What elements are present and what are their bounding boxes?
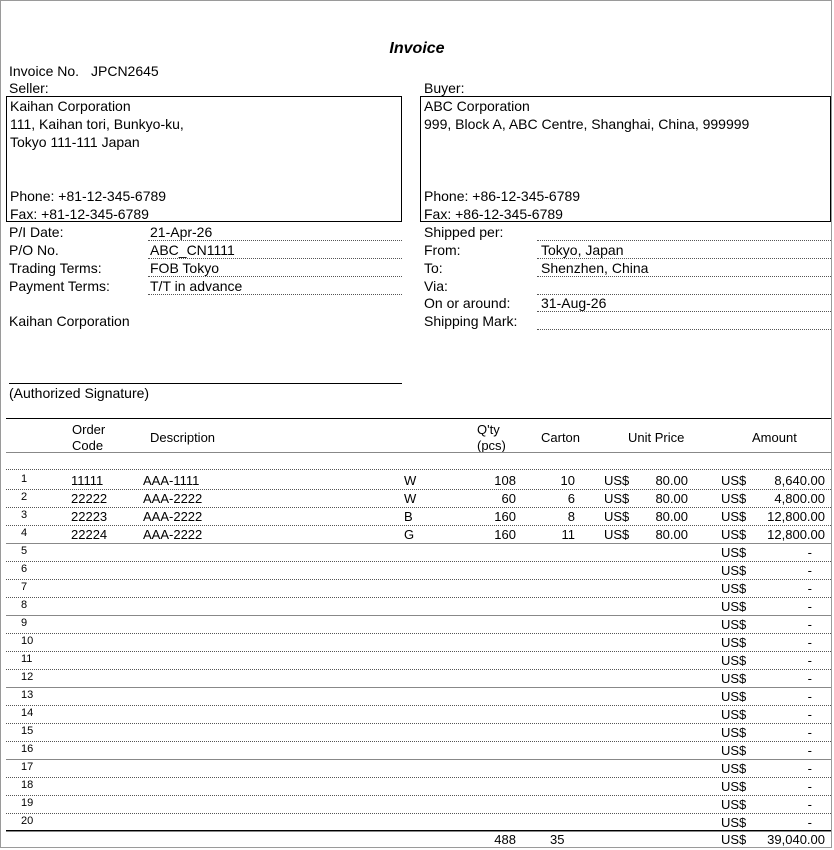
row-description: AAA-1111 <box>143 473 200 488</box>
row-amount: - <box>807 779 812 794</box>
row-amount: 12,800.00 <box>767 509 825 524</box>
total-carton: 35 <box>550 832 565 847</box>
row-number: 13 <box>21 689 34 701</box>
table-spacer-border <box>6 469 831 470</box>
to-underline <box>537 276 831 277</box>
buyer-address-line1: 999, Block A, ABC Centre, Shanghai, China, 999999 <box>424 116 750 132</box>
row-separator <box>6 633 831 634</box>
col-header-order: Order <box>72 422 106 437</box>
row-separator <box>6 831 831 832</box>
invoice-no-value: JPCN2645 <box>91 63 159 79</box>
row-amount-currency: US$ <box>721 491 747 506</box>
row-price-currency: US$ <box>604 527 630 542</box>
payment-terms-label: Payment Terms: <box>9 278 110 294</box>
trading-terms-label: Trading Terms: <box>9 260 102 276</box>
row-amount: - <box>807 653 812 668</box>
col-header-code: Code <box>72 438 104 453</box>
po-value: ABC_CN1111 <box>150 242 235 258</box>
table-top-border <box>6 418 831 419</box>
row-price-currency: US$ <box>604 473 630 488</box>
seller-label: Seller: <box>9 80 49 96</box>
row-color: B <box>404 509 413 524</box>
row-qty: 108 <box>494 473 516 488</box>
row-color: W <box>404 473 417 488</box>
row-amount-currency: US$ <box>721 527 747 542</box>
trading-terms-underline <box>148 276 402 277</box>
row-amount-currency: US$ <box>721 635 747 650</box>
row-amount: - <box>807 725 812 740</box>
row-unit-price: 80.00 <box>655 473 688 488</box>
po-underline <box>148 258 402 259</box>
table-header-border <box>6 452 831 453</box>
row-amount-currency: US$ <box>721 689 747 704</box>
row-qty: 60 <box>501 491 516 506</box>
row-amount: 12,800.00 <box>767 527 825 542</box>
row-amount-currency: US$ <box>721 581 747 596</box>
row-qty: 160 <box>494 509 516 524</box>
row-number: 2 <box>21 491 28 503</box>
signature-line <box>9 383 402 384</box>
buyer-fax: Fax: +86-12-345-6789 <box>424 206 563 222</box>
buyer-name: ABC Corporation <box>424 98 530 114</box>
row-carton: 11 <box>561 527 575 542</box>
row-separator <box>6 777 831 778</box>
row-number: 9 <box>21 617 28 629</box>
row-order-code: 22224 <box>71 527 108 542</box>
pi-date-value: 21-Apr-26 <box>150 224 213 240</box>
trading-terms-value: FOB Tokyo <box>150 260 219 276</box>
row-number: 5 <box>21 545 28 557</box>
row-qty: 160 <box>494 527 516 542</box>
row-color: G <box>404 527 415 542</box>
row-separator <box>6 795 831 796</box>
seller-phone: Phone: +81-12-345-6789 <box>10 188 167 204</box>
row-separator <box>6 561 831 562</box>
row-number: 11 <box>21 653 33 665</box>
row-separator <box>6 489 831 490</box>
row-number: 16 <box>21 743 34 755</box>
shipped-per-label: Shipped per: <box>424 224 504 240</box>
row-price-currency: US$ <box>604 509 630 524</box>
row-description: AAA-2222 <box>143 491 203 506</box>
row-number: 10 <box>21 635 34 647</box>
via-label: Via: <box>424 278 448 294</box>
row-number: 18 <box>21 779 34 791</box>
seller-name: Kaihan Corporation <box>10 98 131 114</box>
row-separator <box>6 615 831 616</box>
row-amount-currency: US$ <box>721 653 747 668</box>
shipping-mark-underline <box>537 329 831 330</box>
row-amount-currency: US$ <box>721 797 747 812</box>
row-separator <box>6 507 831 508</box>
row-amount: - <box>807 797 812 812</box>
row-amount: - <box>807 743 812 758</box>
row-amount: - <box>807 707 812 722</box>
invoice-no-label: Invoice No. <box>9 63 80 79</box>
invoice-title: Invoice <box>389 40 445 57</box>
col-header-amount: Amount <box>752 430 797 445</box>
row-separator <box>6 543 831 544</box>
total-currency: US$ <box>721 832 747 847</box>
row-description: AAA-2222 <box>143 509 203 524</box>
from-label: From: <box>424 242 461 258</box>
po-label: P/O No. <box>9 242 59 258</box>
row-amount: - <box>807 545 812 560</box>
pi-date-underline <box>148 240 402 241</box>
row-amount: - <box>807 599 812 614</box>
row-amount: - <box>807 815 812 830</box>
row-amount-currency: US$ <box>721 563 747 578</box>
row-price-currency: US$ <box>604 491 630 506</box>
row-amount-currency: US$ <box>721 779 747 794</box>
from-value: Tokyo, Japan <box>541 242 624 258</box>
row-amount: - <box>807 671 812 686</box>
buyer-phone: Phone: +86-12-345-6789 <box>424 188 581 204</box>
row-number: 15 <box>21 725 34 737</box>
seller-fax: Fax: +81-12-345-6789 <box>10 206 149 222</box>
row-separator <box>6 705 831 706</box>
row-carton: 8 <box>567 509 575 524</box>
row-number: 7 <box>21 581 28 593</box>
payment-terms-underline <box>148 294 402 295</box>
row-description: AAA-2222 <box>143 527 203 542</box>
pi-date-label: P/I Date: <box>9 224 64 240</box>
row-number: 6 <box>21 563 28 575</box>
row-amount: - <box>807 761 812 776</box>
row-number: 14 <box>21 707 34 719</box>
row-separator <box>6 687 831 688</box>
from-underline <box>537 258 831 259</box>
row-amount-currency: US$ <box>721 761 747 776</box>
to-label: To: <box>424 260 443 276</box>
row-number: 3 <box>21 509 28 521</box>
signature-company: Kaihan Corporation <box>9 313 130 329</box>
row-separator <box>6 723 831 724</box>
row-amount: - <box>807 635 812 650</box>
on-or-around-underline <box>537 311 831 312</box>
row-number: 20 <box>21 815 34 827</box>
row-amount-currency: US$ <box>721 815 747 830</box>
row-order-code: 11111 <box>71 473 104 488</box>
row-unit-price: 80.00 <box>655 509 688 524</box>
row-amount-currency: US$ <box>721 473 747 488</box>
totals-top-border <box>6 830 831 831</box>
col-header-unit-price: Unit Price <box>628 430 685 445</box>
row-number: 12 <box>21 671 34 683</box>
shipped-per-underline <box>537 240 831 241</box>
row-amount-currency: US$ <box>721 599 747 614</box>
row-amount-currency: US$ <box>721 725 747 740</box>
row-separator <box>6 579 831 580</box>
row-separator <box>6 651 831 652</box>
row-amount-currency: US$ <box>721 671 747 686</box>
row-amount-currency: US$ <box>721 743 747 758</box>
row-amount-currency: US$ <box>721 617 747 632</box>
on-or-around-value: 31-Aug-26 <box>541 295 607 311</box>
seller-address-line2: Tokyo 111-111 Japan <box>10 134 140 150</box>
seller-address-line1: 111, Kaihan tori, Bunkyo-ku, <box>10 116 184 132</box>
row-number: 8 <box>21 599 28 611</box>
row-carton: 10 <box>560 473 575 488</box>
row-separator <box>6 525 831 526</box>
row-number: 4 <box>21 527 28 539</box>
row-separator <box>6 669 831 670</box>
to-value: Shenzhen, China <box>541 260 649 276</box>
row-number: 19 <box>21 797 34 809</box>
payment-terms-value: T/T in advance <box>150 278 243 294</box>
row-unit-price: 80.00 <box>655 491 688 506</box>
row-amount: 8,640.00 <box>774 473 825 488</box>
row-amount: 4,800.00 <box>774 491 825 506</box>
col-header-carton: Carton <box>541 430 581 445</box>
row-amount-currency: US$ <box>721 509 747 524</box>
row-amount: - <box>807 563 812 578</box>
row-amount: - <box>807 581 812 596</box>
row-number: 1 <box>21 473 28 485</box>
row-order-code: 22223 <box>71 509 108 524</box>
buyer-label: Buyer: <box>424 80 465 96</box>
signature-label: (Authorized Signature) <box>9 385 150 401</box>
shipping-mark-label: Shipping Mark: <box>424 313 518 329</box>
row-separator <box>6 759 831 760</box>
row-color: W <box>404 491 417 506</box>
row-separator <box>6 741 831 742</box>
row-amount-currency: US$ <box>721 707 747 722</box>
row-carton: 6 <box>567 491 575 506</box>
total-amount: 39,040.00 <box>767 832 825 847</box>
row-amount: - <box>807 689 812 704</box>
row-separator <box>6 813 831 814</box>
row-amount: - <box>807 617 812 632</box>
row-unit-price: 80.00 <box>655 527 688 542</box>
row-separator <box>6 597 831 598</box>
col-header-description: Description <box>150 430 216 445</box>
row-amount-currency: US$ <box>721 545 747 560</box>
on-or-around-label: On or around: <box>424 295 511 311</box>
col-header-qty-unit: (pcs) <box>477 438 506 453</box>
col-header-qty: Q'ty <box>477 422 500 437</box>
row-number: 17 <box>21 761 34 773</box>
row-order-code: 22222 <box>71 491 108 506</box>
total-qty: 488 <box>494 832 516 847</box>
